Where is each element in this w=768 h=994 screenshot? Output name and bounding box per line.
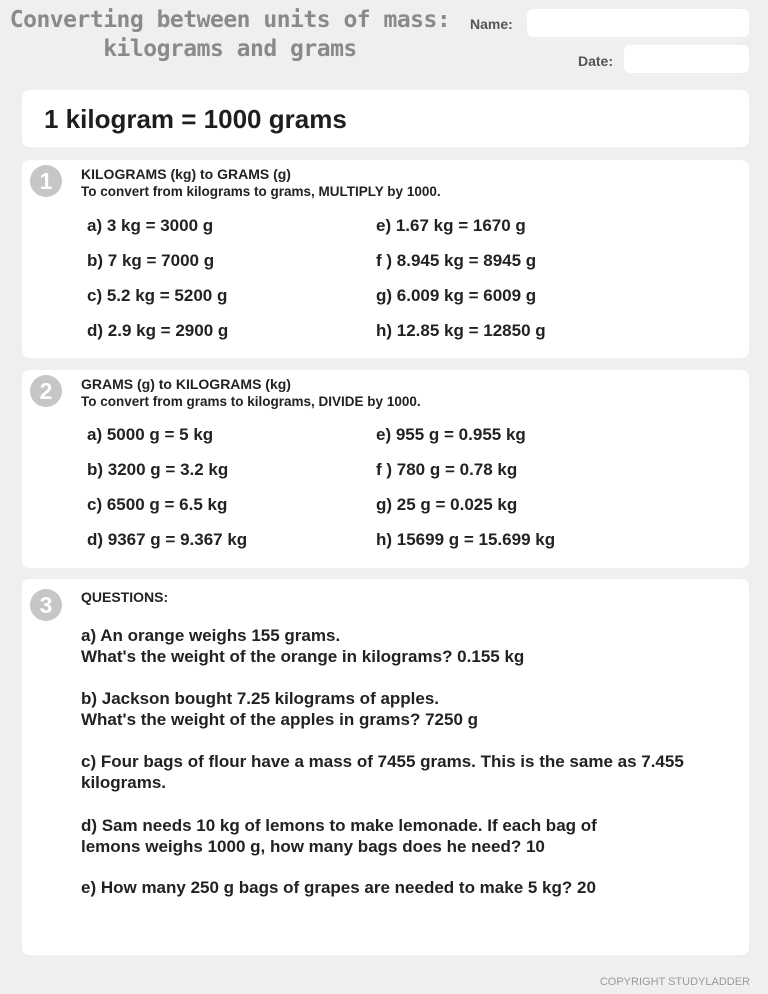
section-heading — [81, 376, 421, 410]
worksheet-title — [0, 6, 460, 64]
exercise-item: c) 5.2 kg = 5200 g — [87, 286, 228, 305]
section-title: QUESTIONS: — [81, 589, 169, 605]
name-label: Name: — [470, 16, 513, 32]
fact-card — [22, 90, 749, 147]
exercise-item: a) 3 kg = 3000 g — [87, 216, 214, 235]
question-a — [81, 625, 741, 667]
exercise-item: f ) 8.945 kg = 8945 g — [376, 251, 537, 270]
title-line-2: kilograms and grams — [103, 36, 357, 62]
question-c — [81, 751, 741, 793]
exercise-item: g) 6.009 kg = 6009 g — [376, 286, 537, 305]
name-field[interactable] — [527, 9, 749, 37]
section-instruction: To convert from grams to kilograms, DIVIDE by 1000. — [81, 394, 421, 409]
question-text: What's the weight of the orange in kilograms? 0.155 kg — [81, 647, 525, 666]
exercise-item: e) 1.67 kg = 1670 g — [376, 216, 526, 235]
question-text: c) Four bags of flour have a mass of 7455 grams. This is the same as 7.455 — [81, 752, 684, 771]
question-text: kilograms. — [81, 773, 167, 792]
copyright-notice: COPYRIGHT STUDYLADDER — [599, 976, 750, 988]
section-kg-to-g — [22, 160, 749, 358]
exercise-item: e) 955 g = 0.955 kg — [376, 425, 526, 444]
date-field[interactable] — [624, 45, 749, 73]
question-e — [81, 877, 741, 898]
section-instruction: To convert from kilograms to grams, MULTIPLY by 1000. — [81, 184, 441, 199]
question-text: lemons weighs 1000 g, how many bags does he need? 10 — [81, 837, 545, 856]
question-text: a) An orange weighs 155 grams. — [81, 626, 341, 645]
date-label: Date: — [578, 53, 614, 69]
section-number-badge: 2 — [30, 375, 62, 407]
exercise-item: f ) 780 g = 0.78 kg — [376, 460, 518, 479]
section-g-to-kg — [22, 370, 749, 568]
section-number-badge: 1 — [30, 165, 62, 197]
exercise-item: a) 5000 g = 5 kg — [87, 425, 214, 444]
question-d — [81, 815, 741, 857]
exercise-item: g) 25 g = 0.025 kg — [376, 495, 518, 514]
exercise-item: b) 7 kg = 7000 g — [87, 251, 215, 270]
question-b — [81, 688, 741, 730]
exercise-item: d) 9367 g = 9.367 kg — [87, 530, 248, 549]
section-number-badge: 3 — [30, 589, 62, 621]
exercise-item: h) 15699 g = 15.699 kg — [376, 530, 556, 549]
section-questions — [22, 579, 749, 955]
question-text: What's the weight of the apples in grams? 7250 g — [81, 710, 479, 729]
conversion-fact: 1 kilogram = 1000 grams — [44, 104, 347, 134]
title-line-1: Converting between units of mass: — [9, 7, 451, 33]
question-text: d) Sam needs 10 kg of lemons to make lemonade. If each bag of — [81, 816, 597, 835]
question-text: b) Jackson bought 7.25 kilograms of apples. — [81, 689, 440, 708]
section-title: GRAMS (g) to KILOGRAMS (kg) — [81, 376, 291, 392]
question-text: e) How many 250 g bags of grapes are needed to make 5 kg? 20 — [81, 878, 596, 897]
exercise-item: d) 2.9 kg = 2900 g — [87, 321, 229, 340]
exercise-item: b) 3200 g = 3.2 kg — [87, 460, 229, 479]
section-title: KILOGRAMS (kg) to GRAMS (g) — [81, 166, 291, 182]
exercise-item: c) 6500 g = 6.5 kg — [87, 495, 228, 514]
exercise-item: h) 12.85 kg = 12850 g — [376, 321, 546, 340]
section-heading — [81, 166, 441, 200]
